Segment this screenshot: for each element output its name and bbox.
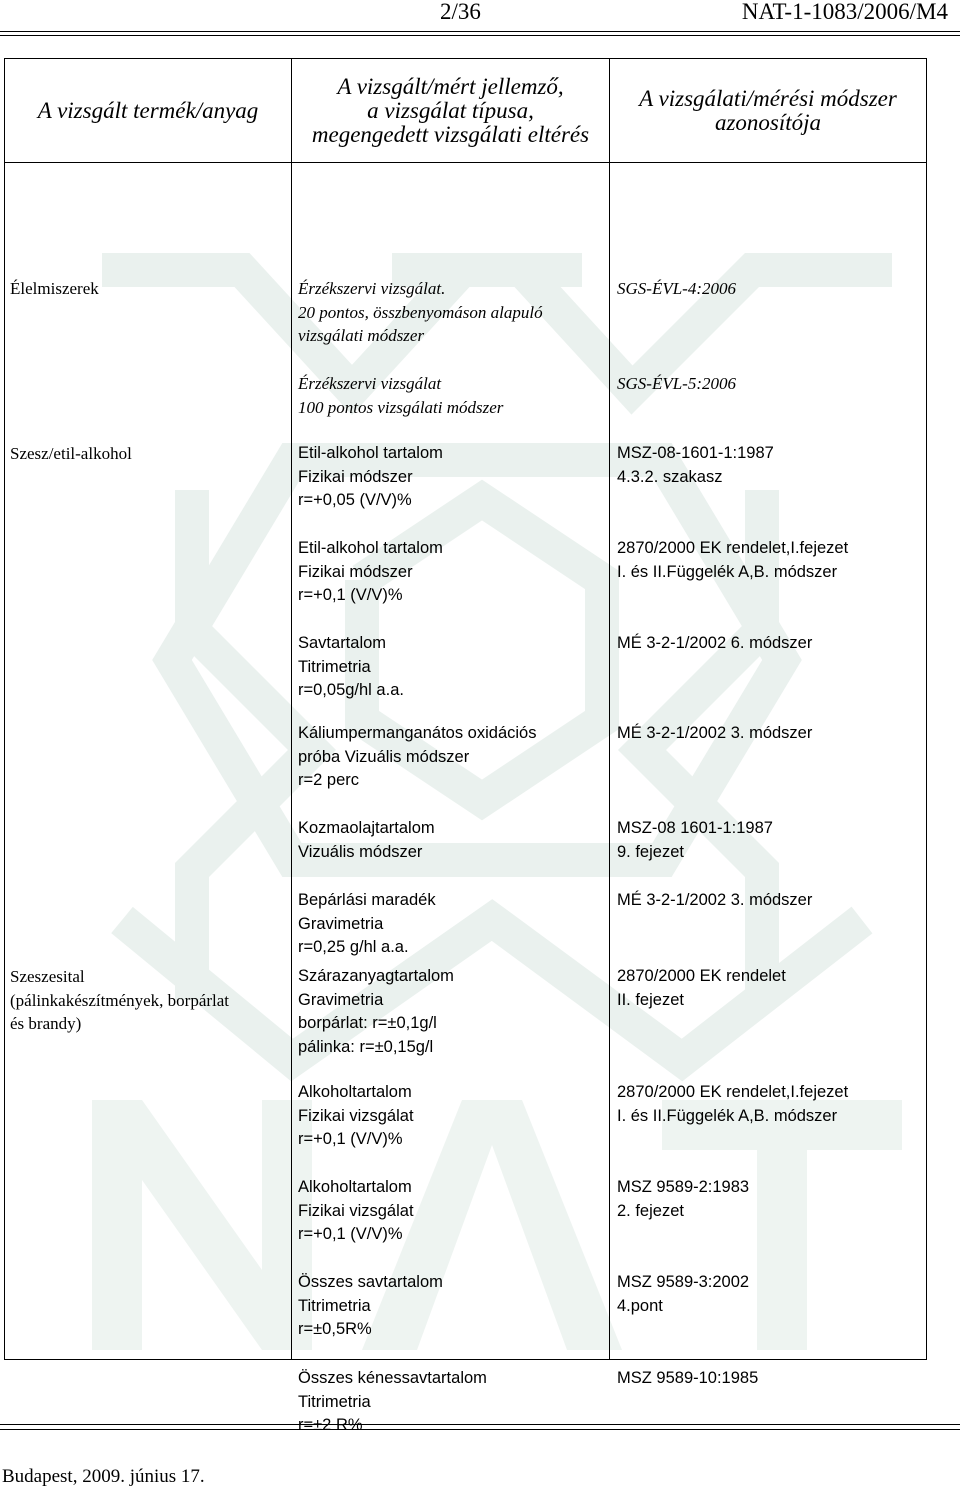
characteristic-line: Káliumpermanganátos oxidációs <box>298 724 537 742</box>
characteristic-entry <box>298 965 454 1059</box>
method-entry <box>617 817 773 864</box>
method-line: 2870/2000 EK rendelet,I.fejezet <box>617 539 849 557</box>
method-entry <box>617 889 812 913</box>
method-line: SGS-ÉVL-5:2006 <box>617 374 736 393</box>
characteristic-line: próba Vizuális módszer <box>298 747 470 766</box>
characteristic-line: 20 pontos, összbenyomáson alapuló <box>298 302 543 322</box>
characteristic-entry <box>298 1081 414 1152</box>
characteristic-line: borpárlat: r=±0,1g/l <box>298 1014 437 1032</box>
method-line: 2870/2000 EK rendelet <box>617 967 786 985</box>
characteristic-line: Vizuális módszer <box>298 842 423 861</box>
header-product <box>5 59 292 163</box>
header-rule-2 <box>0 35 960 36</box>
method-line: MSZ 9589-3:2002 <box>617 1273 750 1291</box>
characteristic-entry <box>298 889 436 960</box>
characteristic-line: r=+0,1 (V/V)% <box>298 1225 403 1243</box>
method-entry <box>617 372 736 396</box>
characteristic-line: r=2 perc <box>298 771 359 789</box>
characteristic-line: Fizikai módszer <box>298 562 413 581</box>
method-line: 2. fejezet <box>617 1201 684 1220</box>
method-entry <box>617 1176 749 1223</box>
method-line: 2870/2000 EK rendelet,I.fejezet <box>617 1083 849 1101</box>
characteristic-line: Alkoholtartalom <box>298 1083 412 1101</box>
characteristic-line: Etil-alkohol tartalom <box>298 444 443 462</box>
characteristic-line: Szárazanyagtartalom <box>298 967 454 985</box>
document-id: NAT-1-1083/2006/M4 <box>741 0 948 24</box>
characteristic-line: Gravimetria <box>298 990 384 1009</box>
method-line: MSZ-08 1601-1:1987 <box>617 819 773 837</box>
product-entry <box>10 277 99 301</box>
characteristic-line: Fizikai vizsgálat <box>298 1106 414 1125</box>
header-characteristic <box>292 59 610 163</box>
product-entry <box>10 442 132 466</box>
footer-rule-2 <box>0 1429 960 1430</box>
method-line: MÉ 3-2-1/2002 3. módszer <box>617 891 813 909</box>
characteristic-line: pálinka: r=±0,15g/l <box>298 1037 434 1056</box>
characteristic-line: r=0,25 g/hl a.a. <box>298 938 409 956</box>
characteristic-entry <box>298 372 503 419</box>
characteristic-line: r=+0,05 (V/V)% <box>298 491 412 509</box>
characteristic-line: Érzékszervi vizsgálat <box>298 374 442 393</box>
characteristic-line: Titrimetria <box>298 657 371 676</box>
characteristic-line: Fizikai módszer <box>298 467 413 486</box>
characteristic-line: Fizikai vizsgálat <box>298 1201 414 1220</box>
method-line: SGS-ÉVL-4:2006 <box>617 279 736 298</box>
method-entry <box>617 632 812 656</box>
header-characteristic-line: megengedett vizsgálati eltérés <box>311 121 590 147</box>
header-product-line: A vizsgált termék/anyag <box>37 97 259 123</box>
product-column <box>5 163 292 1360</box>
characteristic-line: Gravimetria <box>298 914 384 933</box>
characteristic-line: Bepárlási maradék <box>298 891 436 909</box>
product-line: (pálinkakészítmények, borpárlat <box>10 990 230 1010</box>
characteristic-entry <box>298 1271 443 1342</box>
characteristic-line: r=±2 R% <box>298 1416 363 1434</box>
header-rule <box>0 31 960 32</box>
characteristic-entry <box>298 1367 487 1438</box>
characteristic-line: Érzékszervi vizsgálat. <box>298 279 446 298</box>
characteristic-line: Etil-alkohol tartalom <box>298 539 443 557</box>
characteristic-entry <box>298 277 543 348</box>
method-entry <box>617 722 812 746</box>
characteristic-entry <box>298 537 443 608</box>
product-line: Szesz/etil-alkohol <box>10 444 132 463</box>
method-column <box>610 163 927 1387</box>
method-line: 4.3.2. szakasz <box>617 467 723 486</box>
method-line: I. és II.Függelék A,B. módszer <box>617 562 838 581</box>
characteristic-line: Összes savtartalom <box>298 1273 443 1291</box>
method-line: 9. fejezet <box>617 842 684 861</box>
page-number: 2/36 <box>440 0 481 24</box>
method-entry <box>617 537 848 584</box>
characteristic-line: Titrimetria <box>298 1296 371 1315</box>
product-line: Élelmiszerek <box>10 279 99 298</box>
method-entry <box>617 1271 749 1318</box>
characteristic-line: Titrimetria <box>298 1392 371 1411</box>
product-line: és brandy) <box>10 1014 82 1033</box>
method-line: MSZ-08-1601-1:1987 <box>617 444 774 462</box>
characteristic-line: r=+0,1 (V/V)% <box>298 586 403 604</box>
characteristic-line: r=±0,5R% <box>298 1320 372 1338</box>
characteristic-entry <box>298 722 536 793</box>
table-body-row <box>5 163 927 1360</box>
header-method <box>610 59 927 163</box>
method-line: II. fejezet <box>617 990 684 1009</box>
footer-rule <box>0 1424 960 1425</box>
method-line: MSZ 9589-2:1983 <box>617 1178 750 1196</box>
characteristic-line: r=+0,1 (V/V)% <box>298 1130 403 1148</box>
characteristic-line: Összes kénessavtartalom <box>298 1369 487 1387</box>
characteristic-entry <box>298 817 435 864</box>
footer-place-date: Budapest, 2009. június 17. <box>2 1466 205 1487</box>
header-method-line: A vizsgálati/mérési módszer <box>639 85 897 111</box>
header-characteristic-line: A vizsgált/mért jellemző, <box>337 73 564 99</box>
characteristic-entry <box>298 1176 414 1247</box>
header-characteristic-line: a vizsgálat típusa, <box>367 97 534 123</box>
characteristic-line: Savtartalom <box>298 634 387 652</box>
characteristic-line: 100 pontos vizsgálati módszer <box>298 397 504 417</box>
method-entry <box>617 277 736 301</box>
characteristic-column <box>292 163 610 1434</box>
characteristic-line: Kozmaolajtartalom <box>298 819 435 837</box>
header-method-line: azonosítója <box>714 109 822 135</box>
accreditation-scope-table <box>4 58 927 1434</box>
product-line: Szeszesital <box>10 967 85 986</box>
method-entry <box>617 1081 848 1128</box>
method-line: 4.pont <box>617 1296 663 1315</box>
method-line: MÉ 3-2-1/2002 6. módszer <box>617 634 813 652</box>
characteristic-line: Alkoholtartalom <box>298 1178 412 1196</box>
product-entry <box>10 965 229 1036</box>
method-line: MÉ 3-2-1/2002 3. módszer <box>617 724 813 742</box>
method-entry <box>617 965 786 1012</box>
characteristic-line: vizsgálati módszer <box>298 326 425 345</box>
method-line: MSZ 9589-10:1985 <box>617 1369 759 1387</box>
method-entry <box>617 1367 758 1391</box>
method-entry <box>617 442 774 489</box>
characteristic-entry <box>298 442 443 513</box>
characteristic-line: r=0,05g/hl a.a. <box>298 681 404 699</box>
characteristic-entry <box>298 632 404 703</box>
method-line: I. és II.Függelék A,B. módszer <box>617 1106 838 1125</box>
table-header-row <box>5 59 927 163</box>
